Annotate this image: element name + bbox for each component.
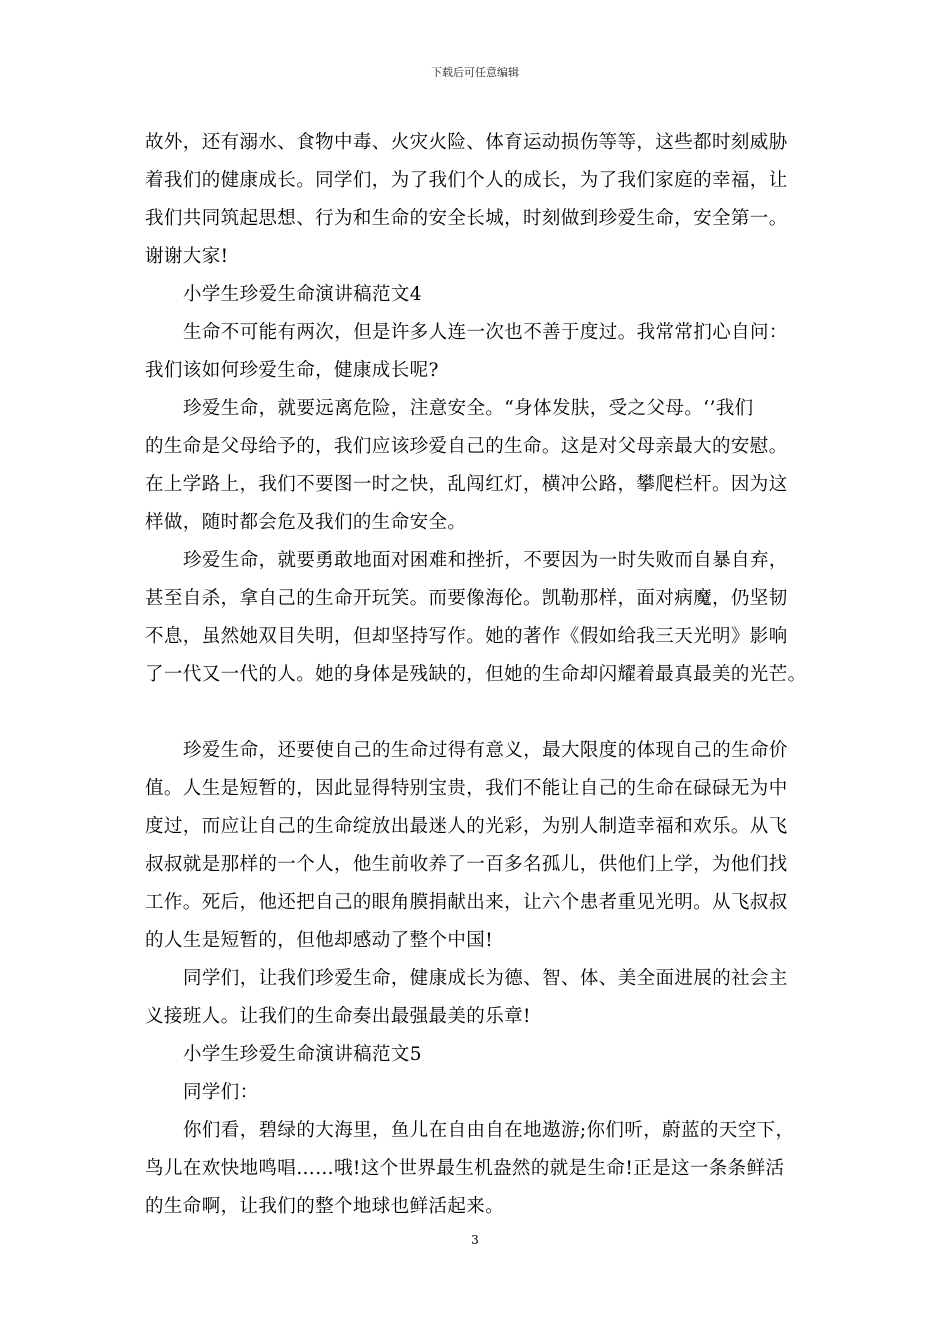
blank-line [145,694,825,732]
text-line: 珍爱生命，就要远离危险，注意安全。“身体发肤，受之父母。‘’我们 [183,398,754,419]
text-line: 谢谢大家! [145,246,229,267]
text-line: 工作。死后，他还把自己的眼角膜捐献出来，让六个患者重见光明。从飞叔叔 [145,892,788,913]
text-line: 度过，而应让自己的生命绽放出最迷人的光彩，为别人制造幸福和欢乐。从飞 [145,816,788,837]
text-line: 的人生是短暂的，但他却感动了整个中国! [145,930,494,951]
text-line: 叔叔就是那样的一个人，他生前收养了一百多名孤儿，供他们上学，为他们找 [145,854,788,875]
text-line: 你们看，碧绿的大海里，鱼儿在自由自在地遨游;你们听，蔚蓝的天空下， [183,1120,795,1141]
document-body [145,124,825,1226]
text-line: 珍爱生命，就要勇敢地面对困难和挫折，不要因为一时失败而自暴自弃， [183,550,788,571]
text-line: 值。人生是短暂的，因此显得特别宝贵，我们不能让自己的生命在碌碌无为中 [145,778,788,799]
text-line: 鸟儿在欢快地鸣唱……哦!这个世界最生机盎然的就是生命!正是这一条条鲜活 [145,1158,785,1179]
text-line: 义接班人。让我们的生命奏出最强最美的乐章! [145,1006,531,1027]
text-line: 的生命啊，让我们的整个地球也鲜活起来。 [145,1196,505,1217]
text-line: 甚至自杀，拿自己的生命开玩笑。而要像海伦。凯勒那样，面对病魔，仍坚韧 [145,588,788,609]
text-line: 在上学路上，我们不要图一时之快，乱闯红灯，横冲公路，攀爬栏杆。因为这 [145,474,788,495]
text-line: 着我们的健康成长。同学们，为了我们个人的成长，为了我们家庭的幸福，让 [145,170,788,191]
text-line: 我们该如何珍爱生命，健康成长呢? [145,360,439,381]
text-line: 同学们： [183,1082,259,1103]
text-line: 不息，虽然她双目失明，但却坚持写作。她的著作《假如给我三天光明》影响 [145,626,788,647]
text-line: 故外，还有溺水、食物中毒、火灾火险、体育运动损伤等等，这些都时刻威胁 [145,132,788,153]
page-header: 下载后可任意编辑 [431,66,519,79]
text-line: 了一代又一代的人。她的身体是残缺的，但她的生命却闪耀着最真最美的光芒。 [145,664,807,685]
text-line: 我们共同筑起思想、行为和生命的安全长城，时刻做到珍爱生命，安全第一。 [145,208,788,229]
text-line: 样做，随时都会危及我们的生命安全。 [145,512,467,533]
text-line: 珍爱生命，还要使自己的生命过得有意义，最大限度的体现自己的生命价 [183,740,788,761]
text-line: 生命不可能有两次，但是许多人连一次也不善于度过。我常常扪心自问： [183,322,788,343]
text-line: 同学们，让我们珍爱生命，健康成长为德、智、体、美全面进展的社会主 [183,968,788,989]
section-heading: 小学生珍爱生命演讲稿范文4 [183,284,422,305]
text-line: 的生命是父母给予的，我们应该珍爱自己的生命。这是对父母亲最大的安慰。 [145,436,788,457]
section-heading: 小学生珍爱生命演讲稿范文5 [183,1044,422,1065]
page-number: 3 [471,1233,479,1247]
